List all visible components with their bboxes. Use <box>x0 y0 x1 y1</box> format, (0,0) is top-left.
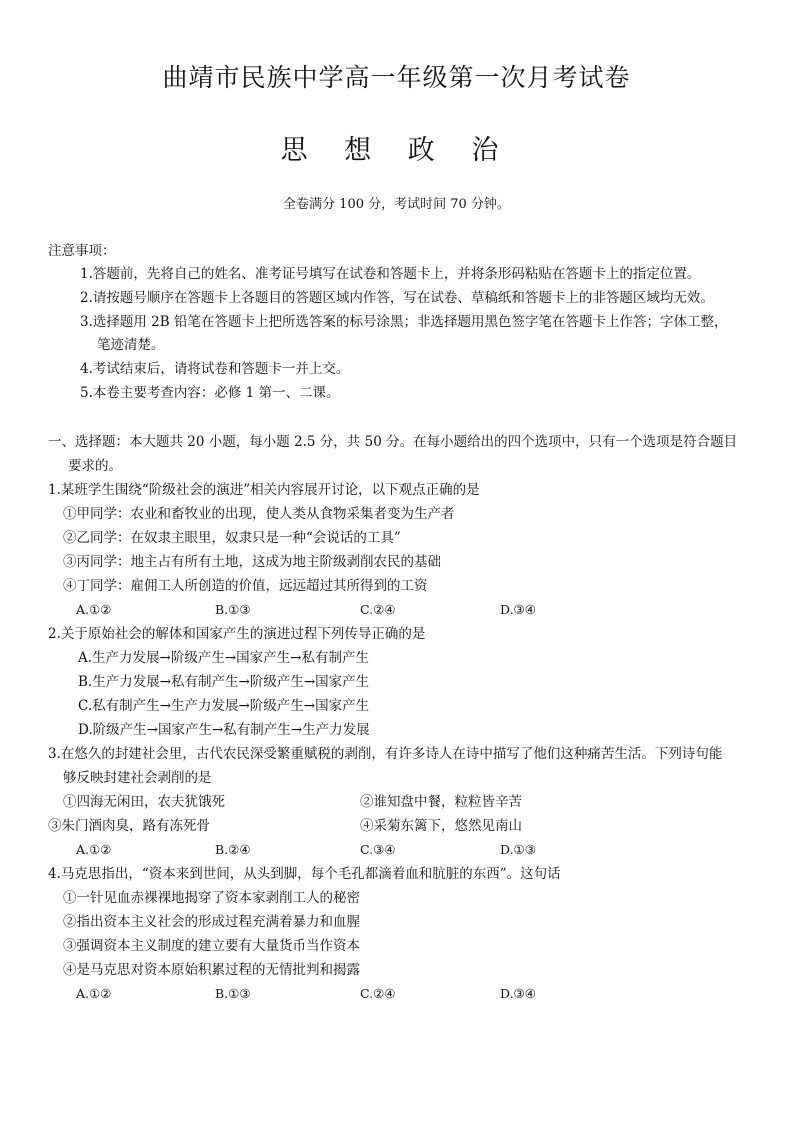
question-3-stem: 3.在悠久的封建社会里，古代农民深受繁重赋税的剥削，有许多诗人在诗中描写了他们这种痛苦生活。下列诗句能 <box>48 746 723 762</box>
note-item: 5.本卷主要考查内容：必修 1 第一、二课。 <box>80 385 340 401</box>
subject-title: 思 想 政 治 <box>280 135 513 166</box>
q1-statement: ③丙同学：地主占有所有土地，这成为地主阶级剥削农民的基础 <box>63 554 441 570</box>
q2-option-d[interactable]: D.阶级产生→国家产生→私有制产生→生产力发展 <box>78 722 370 738</box>
q3-statement: ①四海无闲田，农夫犹饿死 <box>63 794 225 810</box>
q4-statement: ①一针见血赤裸裸地揭穿了资本家剥削工人的秘密 <box>63 890 360 906</box>
q3-option-b[interactable]: B.②④ <box>215 842 251 857</box>
q1-statement: ①甲同学：农业和畜牧业的出现，使人类从食物采集者变为生产者 <box>63 506 455 522</box>
section-heading-continued: 要求的。 <box>68 458 122 474</box>
q4-statement: ③强调资本主义制度的建立要有大量货币当作资本 <box>63 938 360 954</box>
q3-statement: ③朱门酒肉臭，路有冻死骨 <box>48 818 210 834</box>
q3-statement: ④采菊东篱下，悠然见南山 <box>360 818 522 834</box>
note-item: 3.选择题用 2B 铅笔在答题卡上把所选答案的标号涂黑；非选择题用黑色签字笔在答题卡上作答；字体工整， <box>80 314 728 330</box>
note-item: 4.考试结束后，请将试卷和答题卡一并上交。 <box>80 361 350 377</box>
question-1-stem: 1.某班学生围绕“阶级社会的演进”相关内容展开讨论，以下观点正确的是 <box>48 482 480 498</box>
q1-option-a[interactable]: A.①② <box>76 602 112 617</box>
exam-info: 全卷满分 100 分，考试时间 70 分钟。 <box>283 197 510 212</box>
q1-option-b[interactable]: B.①③ <box>215 602 251 617</box>
q3-option-d[interactable]: D.①③ <box>500 842 536 857</box>
note-item-continued: 笔迹清楚。 <box>97 337 165 353</box>
q1-option-c[interactable]: C.②④ <box>360 602 396 617</box>
q3-statement: ②谁知盘中餐，粒粒皆辛苦 <box>360 794 522 810</box>
q1-statement: ②乙同学：在奴隶主眼里，奴隶只是一种“会说话的工具” <box>63 530 401 546</box>
section-heading: 一、选择题：本大题共 20 小题，每小题 2.5 分，共 50 分。在每小题给出的四个选项中，只有一个选项是符合题目 <box>48 434 738 450</box>
exam-title: 曲靖市民族中学高一年级第一次月考试卷 <box>162 63 631 92</box>
question-2-stem: 2.关于原始社会的解体和国家产生的演进过程下列传导正确的是 <box>48 626 426 642</box>
q2-option-c[interactable]: C.私有制产生→生产力发展→阶级产生→国家产生 <box>78 698 370 714</box>
q4-statement: ④是马克思对资本原始积累过程的无情批判和揭露 <box>63 962 360 978</box>
q4-option-c[interactable]: C.②④ <box>360 986 396 1001</box>
q3-option-c[interactable]: C.③④ <box>360 842 396 857</box>
q4-option-a[interactable]: A.①② <box>76 986 112 1001</box>
question-4-stem: 4.马克思指出，“资本来到世间，从头到脚，每个毛孔都滴着血和肮脏的东西”。这句话 <box>48 866 561 882</box>
note-item: 2.请按题号顺序在答题卡上各题目的答题区域内作答，写在试卷、草稿纸和答题卡上的非答题区域均无效。 <box>80 290 714 306</box>
notes-heading: 注意事项： <box>48 243 116 259</box>
q4-option-b[interactable]: B.①③ <box>215 986 251 1001</box>
q2-option-a[interactable]: A.生产力发展→阶级产生→国家产生→私有制产生 <box>78 650 369 666</box>
note-item: 1.答题前，先将自己的姓名、准考证号填写在试卷和答题卡上，并将条形码粘贴在答题卡上的指定位置。 <box>80 266 701 282</box>
question-3-stem-continued: 够反映封建社会剥削的是 <box>63 770 212 786</box>
q3-option-a[interactable]: A.①② <box>76 842 112 857</box>
q4-option-d[interactable]: D.③④ <box>500 986 536 1001</box>
q4-statement: ②指出资本主义社会的形成过程充满着暴力和血腥 <box>63 914 360 930</box>
q2-option-b[interactable]: B.生产力发展→私有制产生→阶级产生→国家产生 <box>78 674 370 690</box>
q1-option-d[interactable]: D.③④ <box>500 602 536 617</box>
q1-statement: ④丁同学：雇佣工人所创造的价值，远远超过其所得到的工资 <box>63 578 428 594</box>
